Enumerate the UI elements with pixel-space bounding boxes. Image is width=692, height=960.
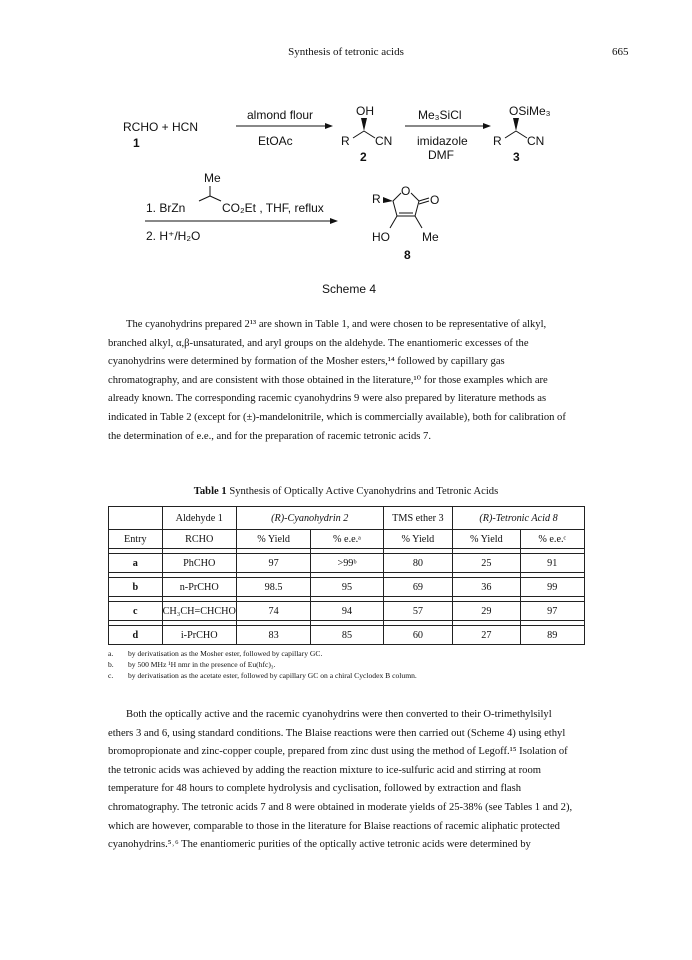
header-yield-tms: % Yield	[383, 530, 452, 549]
reactant-number: 1	[133, 136, 140, 150]
product2-oh: OH	[356, 104, 374, 118]
cell-yield-tetronic: 29	[453, 602, 520, 621]
cell-yield-tms: 69	[383, 578, 452, 597]
product3-r: R	[493, 134, 502, 148]
reagent-me-label: Me	[204, 171, 221, 185]
paragraph-2-line: bromopropionate and zinc-copper couple, prepared from zinc dust using the method of Legoff.¹⁵ Isolation of	[108, 746, 568, 758]
table-group-header-row	[109, 507, 585, 530]
product2-r: R	[341, 134, 350, 148]
paragraph-2-line: chromatography. The tetronic acids 7 and 8 were obtained in moderate yields of 25-38% (see Tables 1 and 2),	[108, 801, 573, 813]
reagent-acid-workup: 2. H⁺/H₂O	[146, 229, 201, 243]
product3-cn: CN	[527, 134, 545, 148]
arrowhead-2	[483, 123, 491, 129]
cell-rcho: i-PrCHO	[162, 626, 236, 645]
product8-ring-bond-3	[415, 201, 419, 216]
cell-ee-cyanohydrin: 95	[311, 578, 383, 597]
arrowhead-1	[325, 123, 333, 129]
table-row	[109, 578, 585, 597]
header-ee-tetronic: % e.e.ᶜ	[520, 530, 584, 549]
reagent-chain-bond-1	[199, 196, 210, 201]
header-aldehyde: Aldehyde 1	[162, 507, 236, 530]
table-caption-text: Synthesis of Optically Active Cyanohydrins and Tetronic Acids	[226, 486, 499, 497]
cell-entry: b	[109, 578, 163, 597]
cell-ee-tetronic: 89	[520, 626, 584, 645]
scheme-4	[0, 70, 692, 310]
paragraph-2	[108, 706, 585, 855]
product3-wedge-bond	[513, 118, 519, 131]
paragraph-2-line: the tetronic acids was achieved by adding the reaction mixture to ice-sulfuric acid and stirring at room	[108, 764, 542, 776]
product8-me: Me	[422, 230, 439, 244]
paragraph-1-line: already known. The corresponding racemic cyanohydrins 9 were also prepared by literature methods as	[108, 393, 547, 405]
product8-carbonyl-o: O	[430, 193, 440, 207]
table-1	[108, 506, 585, 645]
product8-carbonyl-bond-a	[419, 198, 429, 201]
product2-number: 2	[360, 150, 367, 164]
table-row	[109, 626, 585, 645]
running-title: Synthesis of tetronic acids	[288, 46, 404, 58]
paragraph-2-line: temperature for 48 hours to complete hydrolysis and cyclisation, followed by extraction and flash	[108, 783, 522, 795]
cell-ee-cyanohydrin: 94	[311, 602, 383, 621]
cell-yield-cyanohydrin: 98.5	[236, 578, 310, 597]
cell-yield-tms: 80	[383, 554, 452, 573]
cell-yield-cyanohydrin: 74	[236, 602, 310, 621]
product2-bond-right	[364, 131, 375, 138]
cell-entry: a	[109, 554, 163, 573]
product2-cn: CN	[375, 134, 393, 148]
product3-osime3: OSiMe₃	[509, 104, 551, 118]
product2-bond-left	[353, 131, 364, 138]
footnote: a. by derivatisation as the Mosher ester, followed by capillary GC.	[108, 649, 323, 658]
cell-entry: c	[109, 602, 163, 621]
cell-ee-tetronic: 97	[520, 602, 584, 621]
table-caption	[0, 486, 692, 497]
product8-ring-o: O	[401, 184, 411, 198]
table-row	[109, 602, 585, 621]
reagent-co2et: CO₂Et , THF, reflux	[222, 201, 324, 215]
paragraph-1	[108, 316, 585, 446]
paragraph-1-line: indicated in Table 2 (except for (±)-mandelonitrile, which is commercially available), both for calibration of	[108, 411, 566, 423]
scheme-caption: Scheme 4	[322, 282, 377, 296]
paragraph-1-line: the determination of e.e., and for the preparation of racemic tetronic acids 7.	[108, 430, 431, 442]
cell-entry: d	[109, 626, 163, 645]
reagent-almond-flour: almond flour	[247, 108, 314, 122]
cell-yield-tetronic: 36	[453, 578, 520, 597]
paragraph-2-line: cyanohydrins.⁵˒⁶ The enantiomeric purities of the optically active tetronic acids were determined by	[108, 839, 531, 851]
product8-ring-bond-2	[411, 193, 419, 201]
cell-yield-cyanohydrin: 97	[236, 554, 310, 573]
paragraph-1-line: cyanohydrins were determined by formation of the Mosher esters,¹⁴ followed by capillary gas	[108, 356, 505, 368]
header-yield-cyanohydrin: % Yield	[236, 530, 310, 549]
paragraph-1-line: The cyanohydrins prepared 2¹³ are shown in Table 1, and were chosen to be representative of alkyl,	[126, 319, 547, 330]
cell-yield-tms: 60	[383, 626, 452, 645]
cell-rcho: CH₃CH=CHCHO	[162, 602, 236, 621]
cell-ee-cyanohydrin: >99ᵇ	[311, 554, 383, 573]
reagent-me3sicl: Me₃SiCl	[418, 108, 462, 122]
cell-yield-tetronic: 27	[453, 626, 520, 645]
reagent-chain-bond-2	[210, 196, 221, 201]
header-tetronic-acid: (R)-Tetronic Acid 8	[453, 507, 585, 530]
paragraph-2-line: Both the optically active and the racemic cyanohydrins were then converted to their O-trimethylsilyl	[126, 709, 552, 720]
table-footnotes	[108, 648, 417, 681]
page-number: 665	[612, 46, 629, 58]
product8-ho: HO	[372, 230, 390, 244]
product3-bond-left	[505, 131, 516, 138]
reagent-dmf: DMF	[428, 148, 454, 162]
cell-ee-tetronic: 99	[520, 578, 584, 597]
product8-wedge-bond	[383, 197, 393, 203]
product8-ring-bond-5	[393, 201, 397, 216]
cell-rcho: n-PrCHO	[162, 578, 236, 597]
product8-carbonyl-bond-b	[419, 201, 429, 204]
product8-oh-bond	[390, 216, 397, 228]
product2-wedge-bond	[361, 118, 367, 131]
cell-ee-cyanohydrin: 85	[311, 626, 383, 645]
cell-yield-cyanohydrin: 83	[236, 626, 310, 645]
paragraph-2-line: ethers 3 and 6, using standard conditions. The Blaise reactions were then carried out (Scheme 4) using ethyl	[108, 727, 566, 739]
product8-me-bond	[415, 216, 422, 228]
cell-yield-tetronic: 25	[453, 554, 520, 573]
footnote: c. by derivatisation as the acetate ester, followed by capillary GC on a chiral Cyclodex B column.	[108, 671, 417, 680]
product8-number: 8	[404, 248, 411, 262]
paragraph-2-line: which are however, comparable to those in the literature for Blaise reactions of racemic aliphatic protected	[108, 820, 560, 832]
reagent-imidazole: imidazole	[417, 134, 468, 148]
product8-r: R	[372, 192, 381, 206]
header-cyanohydrin: (R)-Cyanohydrin 2	[236, 507, 383, 530]
product3-bond-right	[516, 131, 527, 138]
header-yield-tetronic: % Yield	[453, 530, 520, 549]
header-ee-cyanohydrin: % e.e.ᵃ	[311, 530, 383, 549]
product8-ring-bond-1	[393, 193, 401, 201]
table-sub-header-row	[109, 530, 585, 549]
paragraph-1-line: chromatography, and are consistent with those obtained in the literature,¹⁰ for those examples which are	[108, 374, 548, 386]
reactants-text: RCHO + HCN	[123, 120, 199, 134]
header-tms-ether: TMS ether 3	[383, 507, 452, 530]
cell-yield-tms: 57	[383, 602, 452, 621]
reagent-etoac: EtOAc	[258, 134, 293, 148]
paragraph-1-line: branched alkyl, α,β-unsaturated, and aryl groups on the aldehyde. The enantiomeric excesses of the	[108, 337, 529, 349]
footnote: b. by 500 MHz ¹H nmr in the presence of Eu(hfc)₃.	[108, 660, 276, 669]
product3-number: 3	[513, 150, 520, 164]
header-entry: Entry	[109, 530, 163, 549]
table-row	[109, 554, 585, 573]
cell-ee-tetronic: 91	[520, 554, 584, 573]
table-caption-label: Table 1	[193, 486, 227, 497]
header-rcho: RCHO	[162, 530, 236, 549]
cell-rcho: PhCHO	[162, 554, 236, 573]
reagent-brzn: 1. BrZn	[146, 201, 186, 215]
arrowhead-3	[330, 218, 338, 224]
